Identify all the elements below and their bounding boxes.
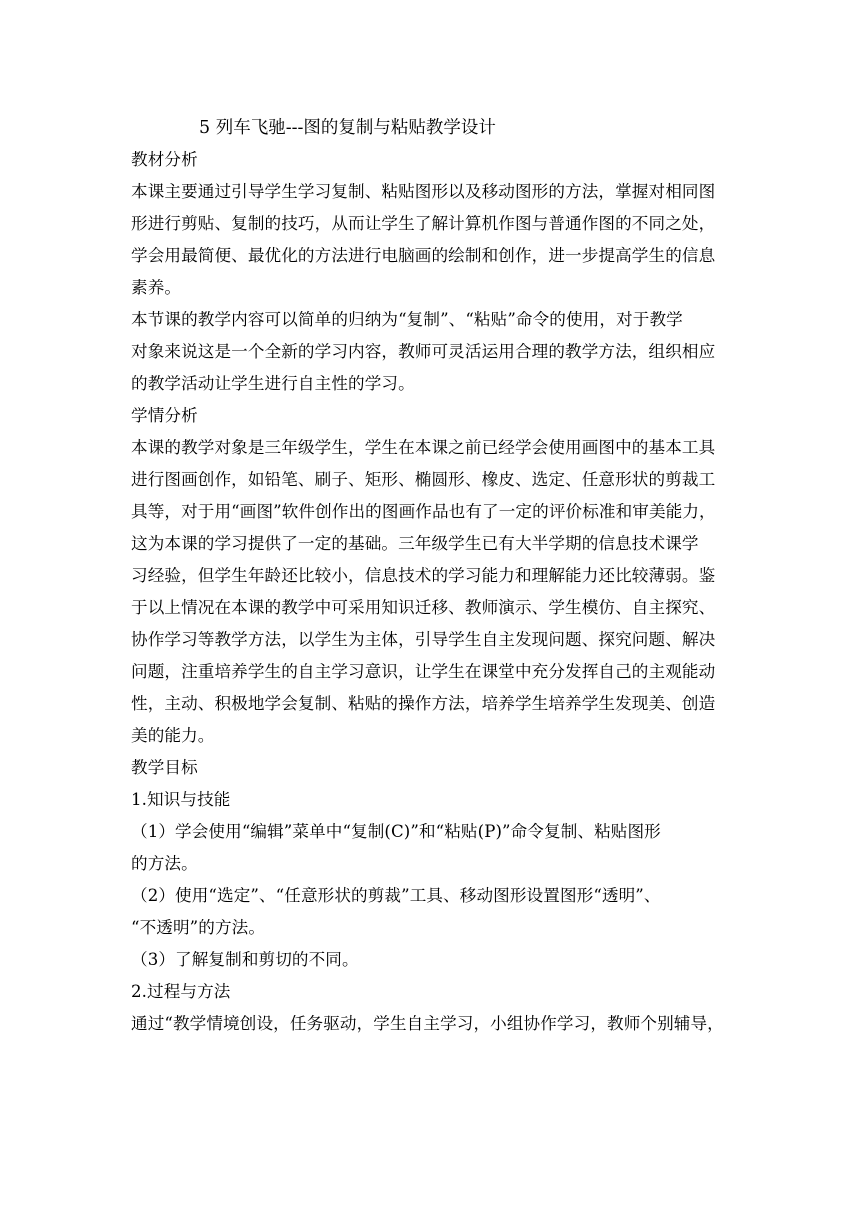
text-line: 这为本课的学习提供了一定的基础。三年级学生已有大半学期的信息技术课学	[131, 534, 699, 553]
text-line: 进行图画创作，如铅笔、刷子、矩形、椭圆形、橡皮、选定、任意形状的剪裁工	[131, 470, 716, 489]
text-line: 性，主动、积极地学会复制、粘贴的操作方法，培养学生培养学生发现美、创造	[131, 694, 716, 713]
text-line: 形进行剪贴、复制的技巧，从而让学生了解计算机作图与普通作图的不同之处，	[131, 214, 716, 233]
text-line: （3）了解复制和剪切的不同。	[131, 950, 359, 969]
text-line: 对象来说这是一个全新的学习内容，教师可灵活运用合理的教学方法，组织相应	[131, 342, 716, 361]
text-line: 1.知识与技能	[131, 790, 231, 809]
text-line: 通过“教学情境创设，任务驱动，学生自主学习，小组协作学习，教师个别辅导，	[131, 1014, 724, 1033]
text-line: 的教学活动让学生进行自主性的学习。	[131, 374, 415, 393]
document-body	[131, 112, 731, 1040]
document-title: 5 列车飞驰---图的复制与粘贴教学设计	[199, 118, 496, 138]
text-line: 素养。	[131, 278, 182, 297]
document-text	[131, 144, 731, 1040]
text-line: “不透明”的方法。	[131, 918, 266, 937]
text-line: 本课的教学对象是三年级学生，学生在本课之前已经学会使用画图中的基本工具	[131, 438, 716, 457]
text-line: 协作学习等教学方法，以学生为主体，引导学生自主发现问题、探究问题、解决	[131, 630, 716, 649]
text-line: 于以上情况在本课的教学中可采用知识迁移、教师演示、学生模仿、自主探究、	[131, 598, 716, 617]
text-line: 的方法。	[131, 854, 198, 873]
text-line: 2.过程与方法	[131, 982, 231, 1001]
text-line: 学情分析	[131, 406, 198, 425]
text-line: 习经验，但学生年龄还比较小，信息技术的学习能力和理解能力还比较薄弱。鉴	[131, 566, 716, 585]
text-line: （2）使用“选定”、“任意形状的剪裁”工具、移动图形设置图形“透明”、	[131, 886, 661, 905]
text-line: （1）学会使用“编辑”菜单中“复制(C)”和“粘贴(P)”命令复制、粘贴图形	[131, 822, 661, 841]
text-line: 教学目标	[131, 758, 198, 777]
text-line: 教材分析	[131, 150, 198, 169]
text-line: 问题，注重培养学生的自主学习意识，让学生在课堂中充分发挥自己的主观能动	[131, 662, 716, 681]
text-line: 本节课的教学内容可以简单的归纳为“复制”、“粘贴”命令的使用，对于教学	[131, 310, 683, 329]
text-line: 具等，对于用“画图”软件创作出的图画作品也有了一定的评价标准和审美能力，	[131, 502, 716, 521]
text-line: 学会用最简便、最优化的方法进行电脑画的绘制和创作，进一步提高学生的信息	[131, 246, 716, 265]
text-line: 本课主要通过引导学生学习复制、粘贴图形以及移动图形的方法，掌握对相同图	[131, 182, 716, 201]
text-line: 美的能力。	[131, 726, 215, 745]
